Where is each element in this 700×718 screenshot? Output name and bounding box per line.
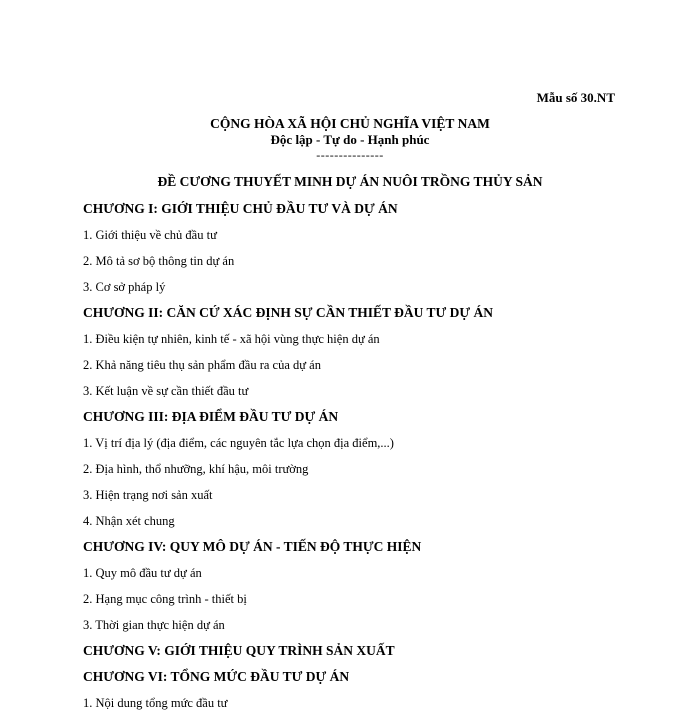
chapter-block — [83, 198, 643, 302]
chapter-item: 1. Nội dung tổng mức đầu tư — [83, 696, 228, 710]
chapter-block — [83, 302, 643, 406]
chapter-block — [83, 406, 643, 536]
chapter-block — [83, 536, 643, 640]
chapter-item: 1. Giới thiệu về chủ đầu tư — [83, 228, 217, 242]
document-body — [83, 198, 643, 718]
chapter-item: 2. Khả năng tiêu thụ sản phẩm đầu ra của dự án — [83, 358, 321, 372]
document-title: ĐỀ CƯƠNG THUYẾT MINH DỰ ÁN NUÔI TRỒNG THỦY SẢN — [157, 174, 543, 189]
chapter-block — [83, 666, 643, 718]
chapter-item: 2. Hạng mục công trình - thiết bị — [83, 592, 247, 606]
chapter-heading: CHƯƠNG IV: QUY MÔ DỰ ÁN - TIẾN ĐỘ THỰC HIỆN — [83, 539, 422, 554]
form-number: Mẫu số 30.NT — [536, 90, 615, 105]
chapter-item: 1. Điều kiện tự nhiên, kinh tế - xã hội vùng thực hiện dự án — [83, 332, 380, 346]
chapter-heading: CHƯƠNG II: CĂN CỨ XÁC ĐỊNH SỰ CẦN THIẾT ĐẦU TƯ DỰ ÁN — [83, 305, 494, 320]
national-motto: Độc lập - Tự do - Hạnh phúc — [270, 132, 430, 147]
chapter-heading: CHƯƠNG V: GIỚI THIỆU QUY TRÌNH SẢN XUẤT — [83, 643, 395, 658]
chapter-item: 3. Thời gian thực hiện dự án — [83, 618, 225, 632]
chapter-item: 1. Vị trí địa lý (địa điểm, các nguyên tắc lựa chọn địa điểm,...) — [83, 436, 394, 450]
chapter-item: 3. Cơ sở pháp lý — [83, 280, 166, 294]
chapter-heading: CHƯƠNG I: GIỚI THIỆU CHỦ ĐẦU TƯ VÀ DỰ ÁN — [83, 201, 398, 216]
header-separator: --------------- — [316, 148, 384, 162]
chapter-item: 2. Mô tả sơ bộ thông tin dự án — [83, 254, 235, 268]
chapter-item: 1. Quy mô đầu tư dự án — [83, 566, 202, 580]
chapter-item: 4. Nhận xét chung — [83, 514, 175, 528]
chapter-item: 3. Kết luận về sự cần thiết đầu tư — [83, 384, 249, 398]
chapter-block — [83, 640, 643, 666]
chapter-heading: CHƯƠNG VI: TỔNG MỨC ĐẦU TƯ DỰ ÁN — [83, 669, 350, 684]
chapter-item: 3. Hiện trạng nơi sản xuất — [83, 488, 213, 502]
national-title: CỘNG HÒA XÃ HỘI CHỦ NGHĨA VIỆT NAM — [210, 116, 490, 131]
chapter-heading: CHƯƠNG III: ĐỊA ĐIỂM ĐẦU TƯ DỰ ÁN — [83, 409, 339, 424]
chapter-item: 2. Địa hình, thổ nhưỡng, khí hậu, môi trường — [83, 462, 309, 476]
